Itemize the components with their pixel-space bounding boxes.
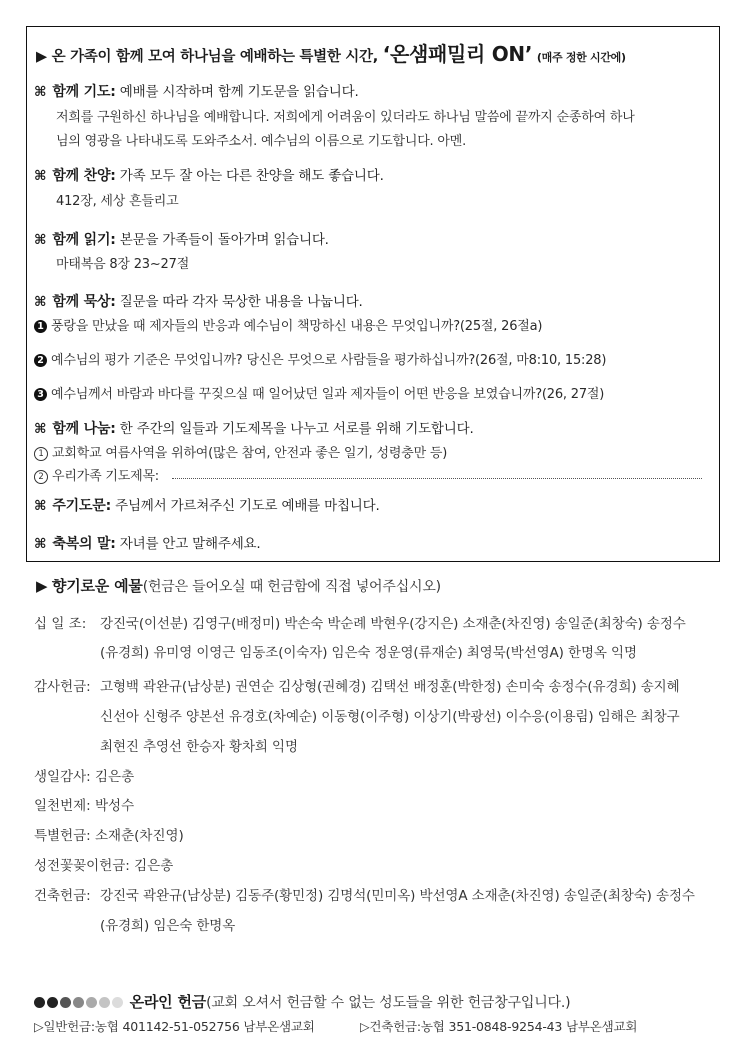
dot-2	[47, 997, 58, 1008]
prayer-desc: 예배를 시작하며 함께 기도문을 읽습니다.	[119, 84, 359, 100]
lords-prayer-desc: 주님께서 가르쳐주신 기도로 예배를 마칩니다.	[115, 498, 380, 514]
dot-7	[112, 997, 123, 1008]
thanks-line-3: 최현진 추영선 한승자 황차희 익명	[100, 739, 298, 755]
hymn-label: 함께 찬양:	[52, 168, 116, 184]
prayer-request-blank-line	[172, 478, 702, 479]
question-number-2: 2	[34, 354, 47, 367]
flower-row	[34, 854, 173, 874]
dot-6	[99, 997, 110, 1008]
title-arrow: ▶	[36, 49, 47, 65]
title-main: 온 가족이 함께 모여 하나님을 예배하는 특별한 시간,	[51, 49, 383, 65]
question-number-3: 3	[34, 388, 47, 401]
online-subtitle: (교회 오셔서 헌금할 수 없는 성도들을 위한 헌금창구입니다.)	[206, 995, 571, 1011]
reading-value: 마태복음 8장 23~27절	[56, 257, 190, 272]
sharing-label: 함께 나눔:	[52, 421, 116, 437]
online-title: 온라인 헌금	[129, 993, 207, 1011]
reading-label: 함께 읽기:	[52, 232, 116, 248]
prayer-line-1: 저희를 구원하신 하나님을 예배합니다. 저희에게 어려움이 있더라도 하나님 말씀에 끝까지 순종하여 하나	[56, 110, 635, 125]
question-1	[34, 315, 542, 334]
sharing-number-2: 2	[34, 470, 48, 484]
command-icon: ⌘	[34, 232, 47, 248]
birthday-label: 생일감사:	[34, 769, 91, 785]
hymn-value: 412장, 세상 흔들리고	[56, 194, 179, 209]
building-account: ▷건축헌금:농협 351-0848-9254-43 남부온샘교회	[360, 1019, 638, 1034]
command-icon: ⌘	[34, 536, 47, 552]
lords-prayer-label: 주기도문:	[52, 498, 112, 514]
offering-title: 향기로운 예물	[51, 577, 143, 595]
hymn-heading	[34, 164, 384, 185]
command-icon: ⌘	[34, 168, 47, 184]
tithe-line-2: (유경희) 유미영 이영근 임동조(이숙자) 임은숙 정운영(류재순) 최영묵(박선영A) 한명옥 익명	[100, 645, 637, 661]
flower-names: 김은총	[134, 858, 174, 874]
question-number-1: 1	[34, 320, 47, 333]
building-line-2: (유경희) 임은숙 한명옥	[100, 918, 236, 934]
dot-5	[86, 997, 97, 1008]
tithe-label: 십 일 조:	[34, 616, 87, 632]
command-icon: ⌘	[34, 498, 47, 514]
sharing-number-1: 1	[34, 447, 48, 461]
command-icon: ⌘	[34, 84, 47, 100]
thanks-line-1: 고형백 곽완규(남상분) 권연순 김상형(권혜경) 김택선 배정훈(박한정) 손미숙 송정수(유경희) 송지혜	[100, 679, 680, 695]
firstfruit-label: 일천번제:	[34, 798, 91, 814]
worship-title	[36, 38, 626, 67]
sharing-desc: 한 주간의 일들과 기도제목을 나누고 서로를 위해 기도합니다.	[119, 421, 474, 437]
prayer-line-2: 님의 영광을 나타내도록 도와주소서. 예수님의 이름으로 기도합니다. 아멘.	[56, 134, 467, 149]
question-text-1: 풍랑을 만났을 때 제자들의 반응과 예수님이 책망하신 내용은 무엇입니까?(25절, 26절a)	[51, 319, 543, 334]
birthday-names: 김은총	[95, 769, 135, 785]
title-brand: ‘온샘패밀리 ON’	[382, 42, 533, 66]
tithe-line-1: 강진국(이선분) 김영구(배정미) 박손숙 박순례 박현우(강지은) 소재춘(차진영) 송일준(최창숙) 송정수	[100, 616, 686, 632]
decorative-dots	[34, 993, 125, 1011]
blessing-label: 축복의 말:	[52, 536, 116, 552]
building-line-1: 강진국 곽완규(남상분) 김동주(황민정) 김명석(민미옥) 박선영A 소재춘(차진영) 송일준(최창숙) 송정수	[100, 888, 695, 904]
sharing-text-1: 교회학교 여름사역을 위하여(많은 참여, 안전과 좋은 일기, 성령충만 등)	[52, 446, 448, 461]
offering-subtitle: (헌금은 들어오실 때 헌금함에 직접 넣어주십시오)	[142, 579, 441, 595]
meditation-label: 함께 묵상:	[52, 294, 116, 310]
question-3	[34, 383, 604, 402]
building-label: 건축헌금:	[34, 888, 91, 904]
hymn-desc: 가족 모두 잘 아는 다른 찬양을 해도 좋습니다.	[119, 168, 384, 184]
special-row	[34, 824, 184, 844]
dot-4	[73, 997, 84, 1008]
dot-3	[60, 997, 71, 1008]
flower-label: 성전꽃꽂이헌금:	[34, 858, 130, 874]
general-account: ▷일반헌금:농협 401142-51-052756 남부온샘교회	[34, 1019, 315, 1034]
blessing-desc: 자녀를 안고 말해주세요.	[119, 536, 261, 552]
birthday-row	[34, 765, 134, 785]
question-text-3: 예수님께서 바람과 바다를 꾸짖으실 때 일어났던 일과 제자들이 어떤 반응을 보였습니까?(26, 27절)	[51, 387, 605, 402]
thanks-label: 감사헌금:	[34, 679, 91, 695]
special-names: 소재춘(차진영)	[95, 828, 184, 844]
lords-prayer-heading	[34, 494, 380, 515]
thanks-line-2: 신선아 신형주 양본선 유경호(차예순) 이동형(이주형) 이상기(박광선) 이수응(이용림) 임해은 최창구	[100, 709, 680, 725]
question-text-2: 예수님의 평가 기준은 무엇입니까? 당신은 무엇으로 사람들을 평가하십니까?(26절, 마8:10, 15:28)	[51, 353, 607, 368]
reading-desc: 본문을 가족들이 돌아가며 읽습니다.	[119, 232, 329, 248]
meditation-heading	[34, 290, 363, 311]
title-note: (매주 정한 시간에)	[536, 51, 626, 64]
meditation-desc: 질문을 따라 각자 묵상한 내용을 나눕니다.	[119, 294, 363, 310]
offering-heading	[36, 575, 441, 596]
command-icon: ⌘	[34, 294, 47, 310]
question-2	[34, 349, 606, 368]
sharing-item-1	[34, 442, 447, 461]
sharing-text-2: 우리가족 기도제목:	[52, 469, 159, 484]
firstfruit-row	[34, 794, 134, 814]
online-offering-heading	[34, 991, 570, 1012]
special-label: 특별헌금:	[34, 828, 91, 844]
reading-heading	[34, 228, 329, 249]
sharing-item-2	[34, 465, 159, 484]
sharing-heading	[34, 417, 474, 438]
prayer-heading	[34, 80, 359, 101]
offering-arrow: ▶	[36, 577, 48, 595]
dot-1	[34, 997, 45, 1008]
prayer-label: 함께 기도:	[52, 84, 116, 100]
firstfruit-names: 박성수	[95, 798, 135, 814]
command-icon: ⌘	[34, 421, 47, 437]
blessing-heading	[34, 532, 260, 553]
